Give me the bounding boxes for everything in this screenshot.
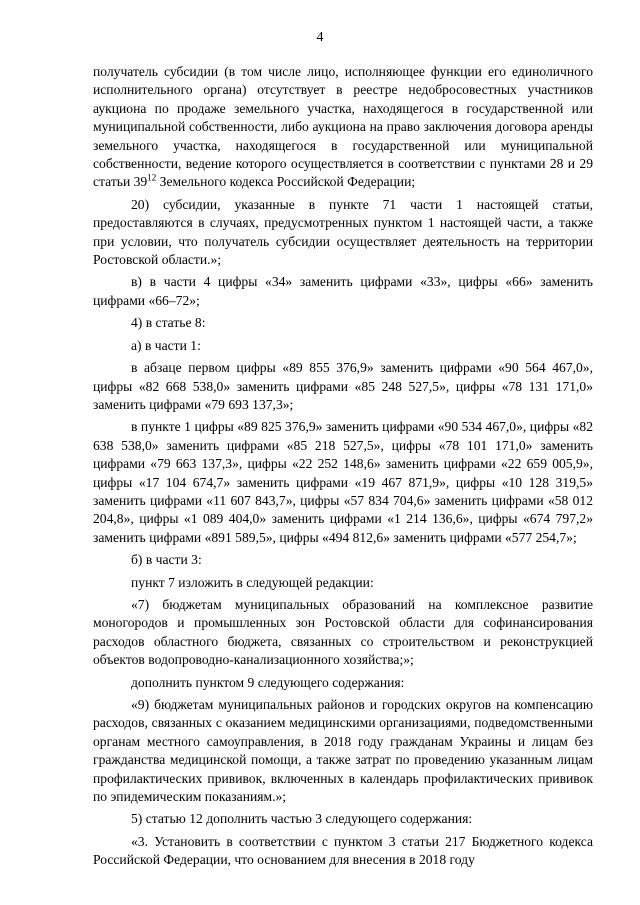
paragraph: в пункте 1 цифры «89 825 376,9» заменить цифрами «90 534 467,0», цифры «82 638 538,0» заменить цифрами «85 218 527,5», цифры «78 101 171,0» заменить цифрами «79 663 137,3», цифры «22 252 148,6» заменить цифрами «22 659 005,9», цифры «17 104 674,7» заменить цифрами «19 467 871,9», цифры «10 128 319,5» заменить цифрами «11 607 843,7», цифры «57 834 704,6» заменить цифрами «58 012 204,8», цифры «1 089 404,0» заменить цифрами «1 214 136,6», цифры «674 797,2» заменить цифрами «891 589,5», цифры «494 812,6» заменить цифрами «577 254,7»;	[93, 419, 593, 545]
paragraph: 20) субсидии, указанные в пункте 71 части 1 настоящей статьи, предоставляются в случаях, предусмотренных пунктом 1 настоящей части, а также при условии, что получатель субсидии осуществляет деятельность на территории Ростовской области.»;	[93, 196, 593, 268]
paragraph: в абзаце первом цифры «89 855 376,9» заменить цифрами «90 564 467,0», цифры «82 668 538,0» заменить цифрами «85 248 527,5», цифры «78 131 171,0» заменить цифрами «79 693 137,3»;	[93, 360, 593, 412]
paragraph: а) в части 1:	[131, 337, 201, 353]
paragraph: «9) бюджетам муниципальных районов и городских округов на компенсацию расходов, связанных с оказанием медицинскими организациями, подведомственными органам местного самоуправления, в 2018 году гражданам Украины и лицам без гражданства медицинской помощи, а также затрат по проведению указанным лицам профилактических прививок, включенных в календарь профилактических прививок по эпидемическим показаниям.»;	[93, 697, 593, 805]
paragraph-text: получатель субсидии (в том числе лицо, исполняющее функции его единоличного исполнительного органа) отсутствует в реестре недобросовестных участников аукциона по продаже земельного участка, находящегося в государственной или муниципальной собственности, либо аукциона на право заключения договора аренды земельного участка, находящегося в государственной или муниципальной собственности, ведение которого осуществляется в соответствии с пунктами 28 и 29 статьи 39	[93, 64, 593, 190]
paragraph	[93, 63, 593, 192]
paragraph: «7) бюджетам муниципальных образований на комплексное развитие моногородов и промышленных зон Ростовской области для софинансирования расходов областного бюджета, связанных со строительством и реконструкцией объектов водопроводно-канализационного хозяйства;»;	[93, 596, 593, 668]
paragraph: в) в части 4 цифры «34» заменить цифрами «33», цифры «66» заменить цифрами «66–72»;	[93, 274, 593, 308]
paragraph: «3. Установить в соответствии с пунктом 3 статьи 217 Бюджетного кодекса Российской Федерации, что основанием для внесения в 2018 году	[93, 833, 593, 868]
paragraph: дополнить пунктом 9 следующего содержания:	[131, 674, 405, 690]
paragraph: б) в части 3:	[131, 552, 202, 568]
paragraph: 5) статью 12 дополнить частью 3 следующего содержания:	[131, 811, 473, 827]
document-body	[93, 63, 593, 874]
paragraph: пункт 7 изложить в следующей редакции:	[131, 574, 374, 590]
superscript: 12	[147, 172, 157, 183]
paragraph: 4) в статье 8:	[131, 315, 206, 331]
paragraph-text-tail: Земельного кодекса Российской Федерации;	[156, 174, 416, 190]
page-number: 4	[316, 30, 324, 45]
